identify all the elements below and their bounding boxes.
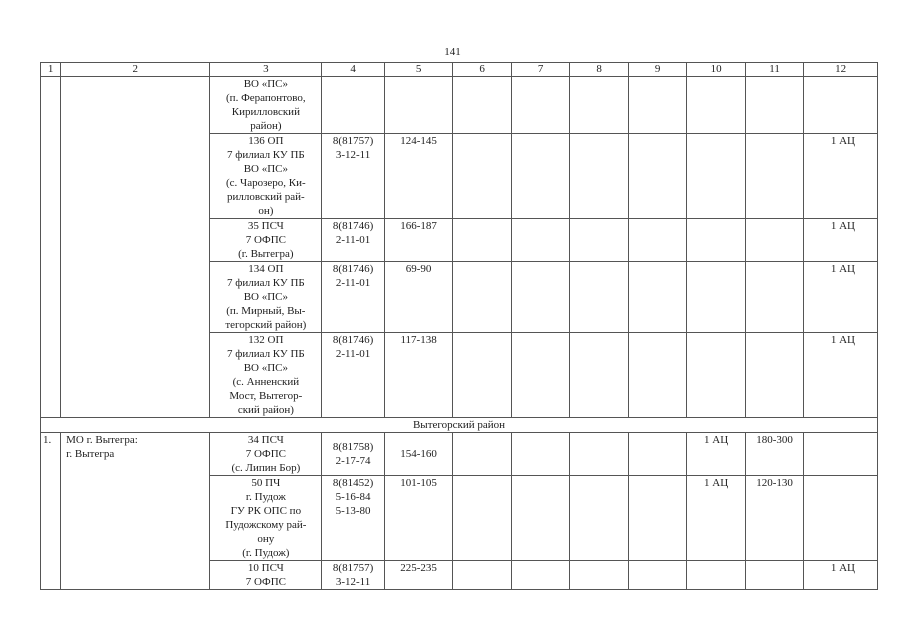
range-cell	[745, 561, 803, 590]
unit-cell: 10 ПСЧ 7 ОФПС	[210, 561, 322, 590]
range-cell	[745, 134, 803, 219]
equipment-cell: 1 АЦ	[804, 262, 878, 333]
range-cell	[745, 333, 803, 418]
column-header-row	[41, 63, 878, 77]
unit-cell: 136 ОП 7 филиал КУ ПБ ВО «ПС» (с. Чарозеро, Ки- рилловский рай- он)	[210, 134, 322, 219]
phone-cell: 8(81746) 2-11-01	[322, 262, 385, 333]
table-row	[41, 433, 878, 476]
equipment-cell	[804, 433, 878, 476]
column-header: 5	[384, 63, 453, 77]
equipment-cell	[804, 476, 878, 561]
range-cell	[745, 77, 803, 134]
phone-cell: 8(81758) 2-17-74	[322, 433, 385, 476]
column-header: 1	[41, 63, 61, 77]
range-cell	[745, 219, 803, 262]
column-header: 9	[628, 63, 686, 77]
equipment-cell: 1 АЦ	[687, 433, 745, 476]
page-number: 141	[444, 46, 461, 58]
equipment-cell: 1 АЦ	[804, 333, 878, 418]
section-title: Вытегорский район	[41, 418, 878, 433]
time-cell	[384, 77, 453, 134]
time-cell: 154-160	[384, 433, 453, 476]
equipment-cell	[687, 262, 745, 333]
time-cell: 117-138	[384, 333, 453, 418]
time-cell: 124-145	[384, 134, 453, 219]
row-number: 1.	[41, 433, 61, 590]
column-header: 11	[745, 63, 803, 77]
column-header: 2	[61, 63, 210, 77]
column-header: 12	[804, 63, 878, 77]
range-cell: 120-130	[745, 476, 803, 561]
equipment-cell: 1 АЦ	[804, 561, 878, 590]
section-row	[41, 418, 878, 433]
equipment-cell: 1 АЦ	[804, 219, 878, 262]
phone-cell: 8(81746) 2-11-01	[322, 219, 385, 262]
column-header: 10	[687, 63, 745, 77]
time-cell: 69-90	[384, 262, 453, 333]
phone-cell	[322, 77, 385, 134]
phone-cell: 8(81452) 5-16-84 5-13-80	[322, 476, 385, 561]
column-header: 7	[511, 63, 569, 77]
equipment-cell	[687, 333, 745, 418]
equipment-cell	[687, 77, 745, 134]
range-cell: 180-300	[745, 433, 803, 476]
unit-cell: 132 ОП 7 филиал КУ ПБ ВО «ПС» (с. Анненский Мост, Вытегор- ский район)	[210, 333, 322, 418]
municipality-cell: МО г. Вытегра: г. Вытегра	[61, 433, 210, 590]
column-header: 8	[570, 63, 628, 77]
empty-cell	[41, 77, 61, 418]
unit-cell: 134 ОП 7 филиал КУ ПБ ВО «ПС» (п. Мирный, Вы- тегорский район)	[210, 262, 322, 333]
unit-cell: 34 ПСЧ 7 ОФПС (с. Липин Бор)	[210, 433, 322, 476]
phone-cell: 8(81757) 3-12-11	[322, 134, 385, 219]
phone-cell: 8(81746) 2-11-01	[322, 333, 385, 418]
column-header: 4	[322, 63, 385, 77]
equipment-cell	[804, 77, 878, 134]
time-cell: 101-105	[384, 476, 453, 561]
equipment-cell	[687, 561, 745, 590]
unit-cell: 35 ПСЧ 7 ОФПС (г. Вытегра)	[210, 219, 322, 262]
unit-cell: 50 ПЧ г. Пудож ГУ РК ОПС по Пудожскому рай- ону (г. Пудож)	[210, 476, 322, 561]
range-cell	[745, 262, 803, 333]
phone-cell: 8(81757) 3-12-11	[322, 561, 385, 590]
unit-cell: ВО «ПС» (п. Ферапонтово, Кирилловский район)	[210, 77, 322, 134]
empty-cell	[61, 77, 210, 418]
fire-departments-table	[40, 62, 878, 590]
equipment-cell	[687, 134, 745, 219]
column-header: 3	[210, 63, 322, 77]
equipment-cell: 1 АЦ	[804, 134, 878, 219]
time-cell: 225-235	[384, 561, 453, 590]
column-header: 6	[453, 63, 511, 77]
time-cell: 166-187	[384, 219, 453, 262]
table-row	[41, 77, 878, 134]
equipment-cell	[687, 219, 745, 262]
equipment-cell: 1 АЦ	[687, 476, 745, 561]
